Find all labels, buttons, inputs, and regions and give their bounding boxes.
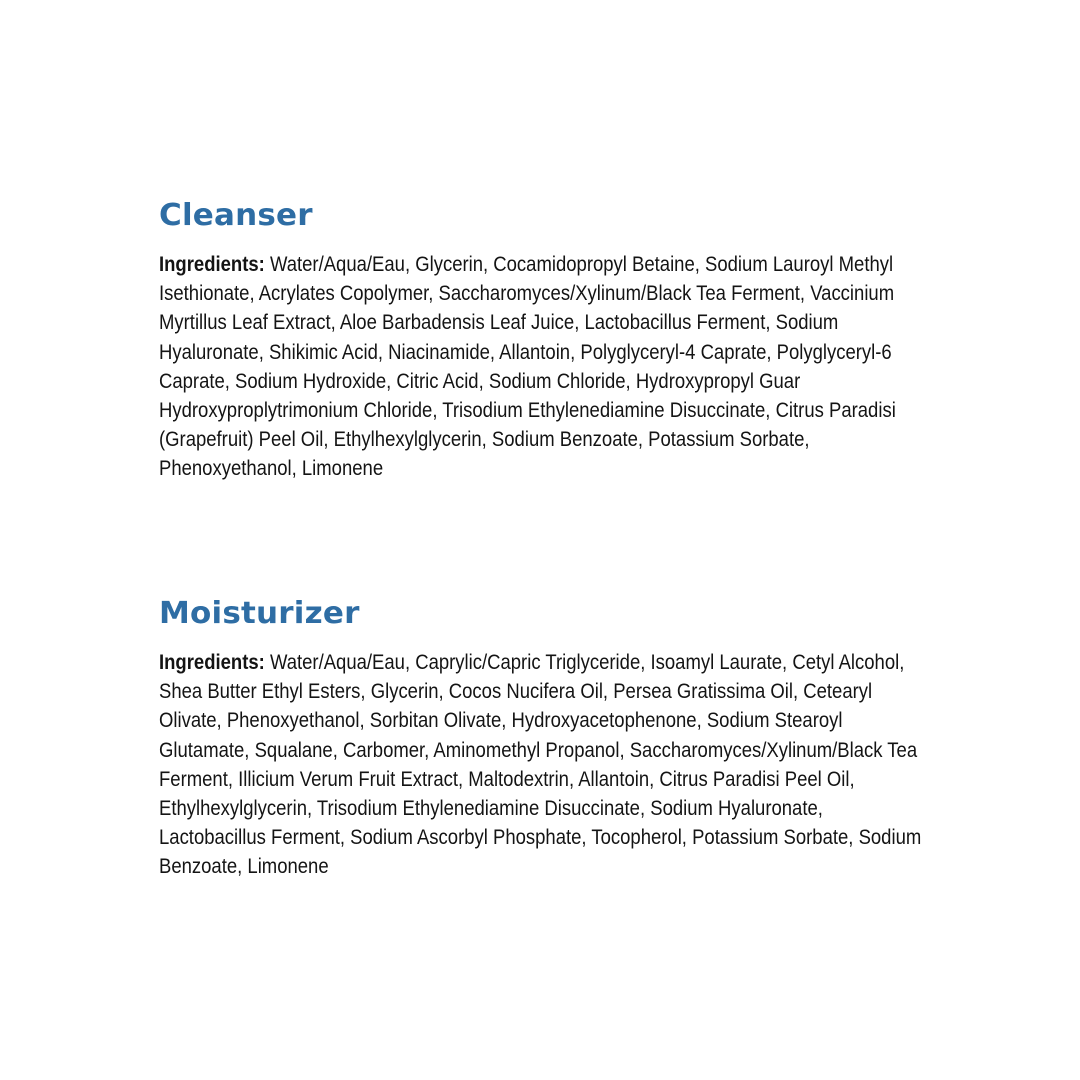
cleanser-title: Cleanser: [159, 197, 313, 233]
cleanser-ingredients-list: Water/Aqua/Eau, Glycerin, Cocamidopropyl Betaine, Sodium Lauroyl Methyl Isethionate, Acrylates Copolymer, Saccharomyces/Xylinum/Black Tea Ferment, Vaccinium Myrtillus Leaf Extract, Aloe Barbadensis Leaf Juice, Lactobacillus Ferment, Sodium Hyaluronate, Shikimic Acid, Niacinamide, Allantoin, Polyglyceryl-4 Caprate, Polyglyceryl-6 Caprate, Sodium Hydroxide, Citric Acid, Sodium Chloride, Hydroxypropyl Guar Hydroxyproplytrimonium Chloride, Trisodium Ethylenediamine Disuccinate, Citrus Paradisi (Grapefruit) Peel Oil, Ethylhexylglycerin, Sodium Benzoate, Potassium Sorbate, Phenoxyethanol, Limonene: [159, 252, 896, 481]
moisturizer-ingredients-label: Ingredients:: [159, 650, 265, 674]
cleanser-section: [159, 196, 934, 484]
moisturizer-title: Moisturizer: [159, 595, 360, 631]
cleanser-ingredients: [159, 250, 933, 484]
moisturizer-section: [159, 594, 934, 882]
cleanser-ingredients-label: Ingredients:: [159, 252, 265, 276]
moisturizer-ingredients: [159, 648, 933, 882]
moisturizer-ingredients-list: Water/Aqua/Eau, Caprylic/Capric Triglyceride, Isoamyl Laurate, Cetyl Alcohol, Shea Butter Ethyl Esters, Glycerin, Cocos Nucifera Oil, Persea Gratissima Oil, Cetearyl Olivate, Phenoxyethanol, Sorbitan Olivate, Hydroxyacetophenone, Sodium Stearoyl Glutamate, Squalane, Carbomer, Aminomethyl Propanol, Saccharomyces/Xylinum/Black Tea Ferment, Illicium Verum Fruit Extract, Maltodextrin, Allantoin, Citrus Paradisi Peel Oil, Ethylhexylglycerin, Trisodium Ethylenediamine Disuccinate, Sodium Hyaluronate, Lactobacillus Ferment, Sodium Ascorbyl Phosphate, Tocopherol, Potassium Sorbate, Sodium Benzoate, Limonene: [159, 650, 922, 879]
